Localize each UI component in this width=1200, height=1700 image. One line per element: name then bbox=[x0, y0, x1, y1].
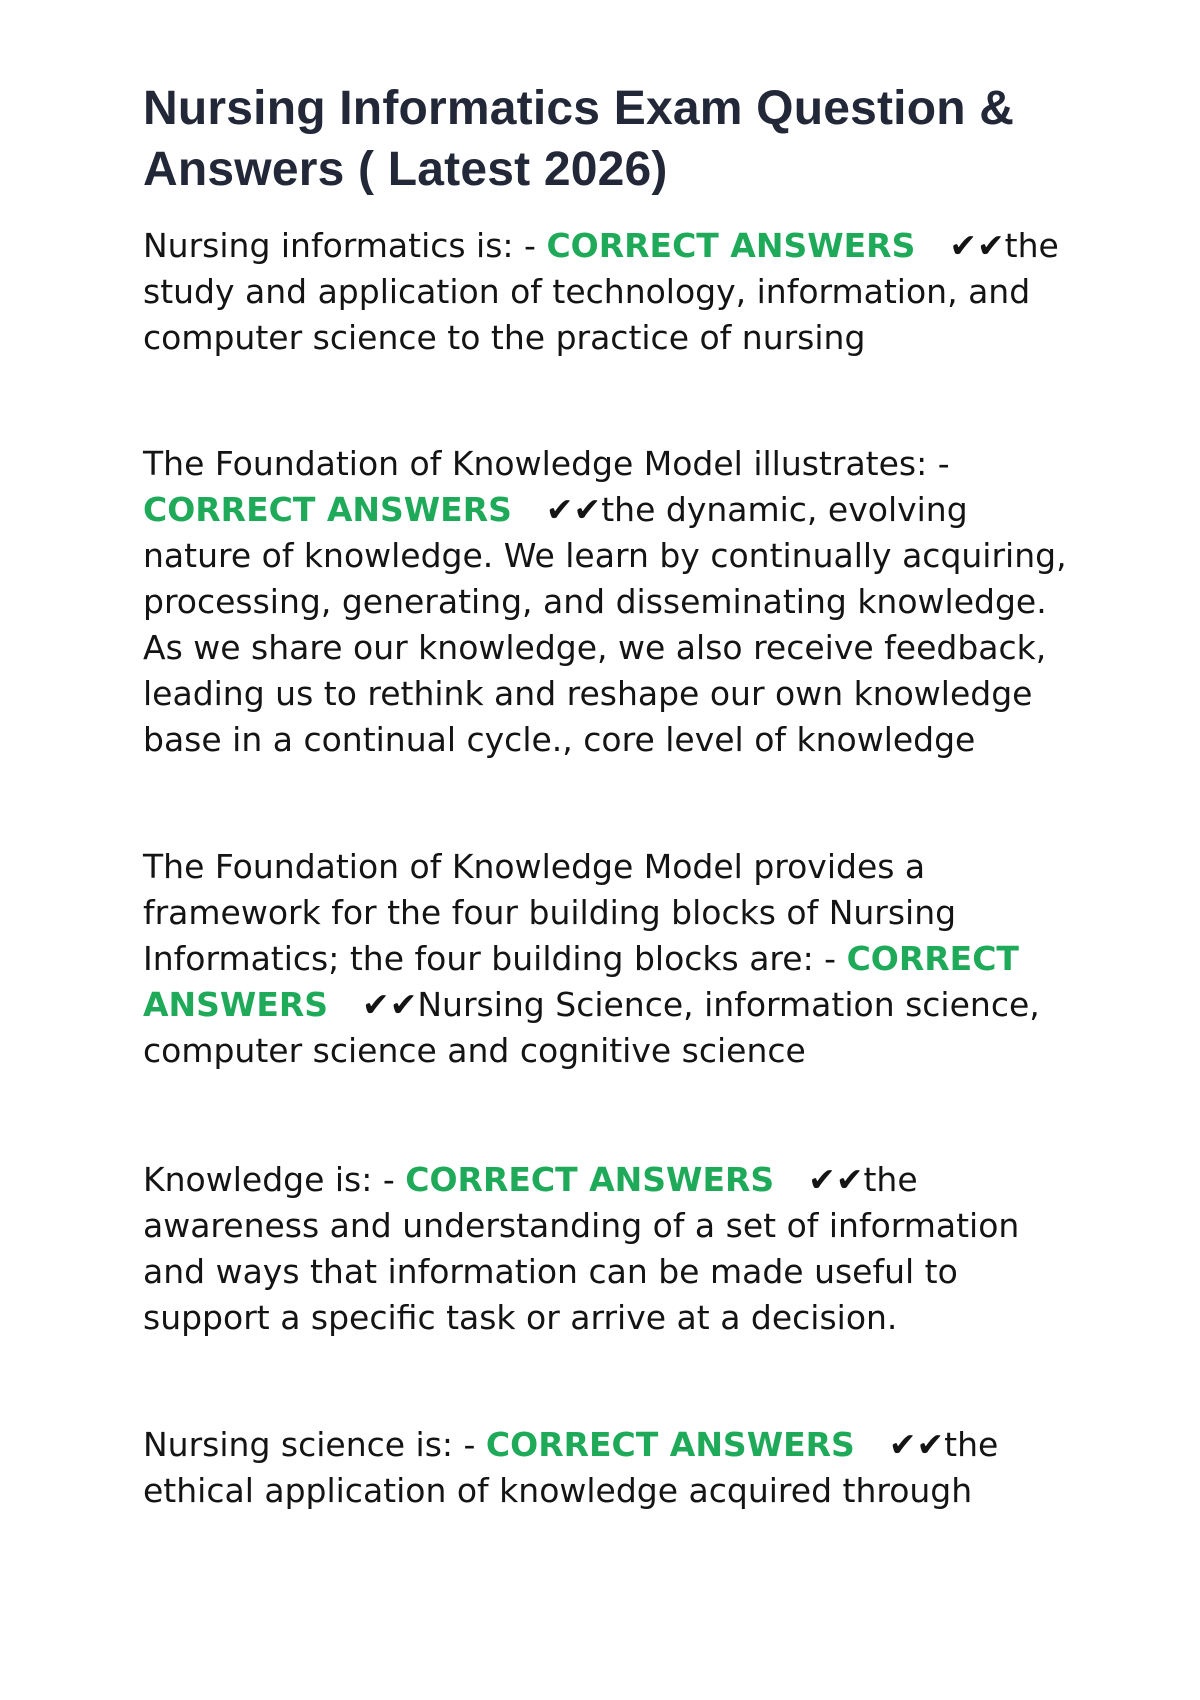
answer-text: the ethical application of knowledge acquired through bbox=[143, 1425, 999, 1510]
qa-item bbox=[143, 1157, 1073, 1341]
correct-answers-label: CORRECT ANSWERS bbox=[405, 1160, 775, 1199]
question-text: Nursing informatics is: - bbox=[143, 226, 547, 265]
check-marks-icon: ✔✔ bbox=[362, 985, 418, 1024]
correct-answers-label: CORRECT ANSWERS bbox=[143, 490, 512, 529]
check-marks-icon: ✔✔ bbox=[949, 226, 1005, 265]
check-marks-icon: ✔✔ bbox=[888, 1425, 945, 1464]
question-text: The Foundation of Knowledge Model provides a framework for the four building blocks of Nursing Informatics; the four building blocks are: - bbox=[143, 847, 957, 978]
question-text: The Foundation of Knowledge Model illustrates: - bbox=[143, 444, 950, 483]
question-text: Knowledge is: - bbox=[143, 1160, 406, 1199]
answer-text: the study and application of technology, information, and computer science to the practice of nursing bbox=[143, 226, 1059, 357]
qa-item bbox=[143, 441, 1083, 763]
answer-text: the awareness and understanding of a set of information and ways that information can be made useful to support a specific task or arrive at a decision. bbox=[143, 1160, 1020, 1337]
correct-answers-label: CORRECT ANSWERS bbox=[143, 939, 1019, 1024]
qa-item bbox=[143, 844, 1083, 1074]
page-title: Nursing Informatics Exam Question & Answers ( Latest 2026) bbox=[143, 82, 1015, 196]
check-marks-icon: ✔✔ bbox=[545, 490, 602, 529]
qa-item bbox=[143, 1422, 1073, 1514]
question-text: Nursing science is: - bbox=[143, 1425, 486, 1464]
answer-text: the dynamic, evolving nature of knowledge. We learn by continually acquiring, processing, generating, and disseminating knowledge. As we share our knowledge, we also receive feedback, leading us to rethink and reshape our own knowledge base in a continual cycle., core level of knowledge bbox=[143, 490, 1067, 759]
correct-answers-label: CORRECT ANSWERS bbox=[546, 226, 916, 265]
check-marks-icon: ✔✔ bbox=[808, 1160, 864, 1199]
answer-text: Nursing Science, information science, computer science and cognitive science bbox=[143, 985, 1040, 1070]
qa-item bbox=[143, 223, 1073, 361]
correct-answers-label: CORRECT ANSWERS bbox=[485, 1425, 855, 1464]
